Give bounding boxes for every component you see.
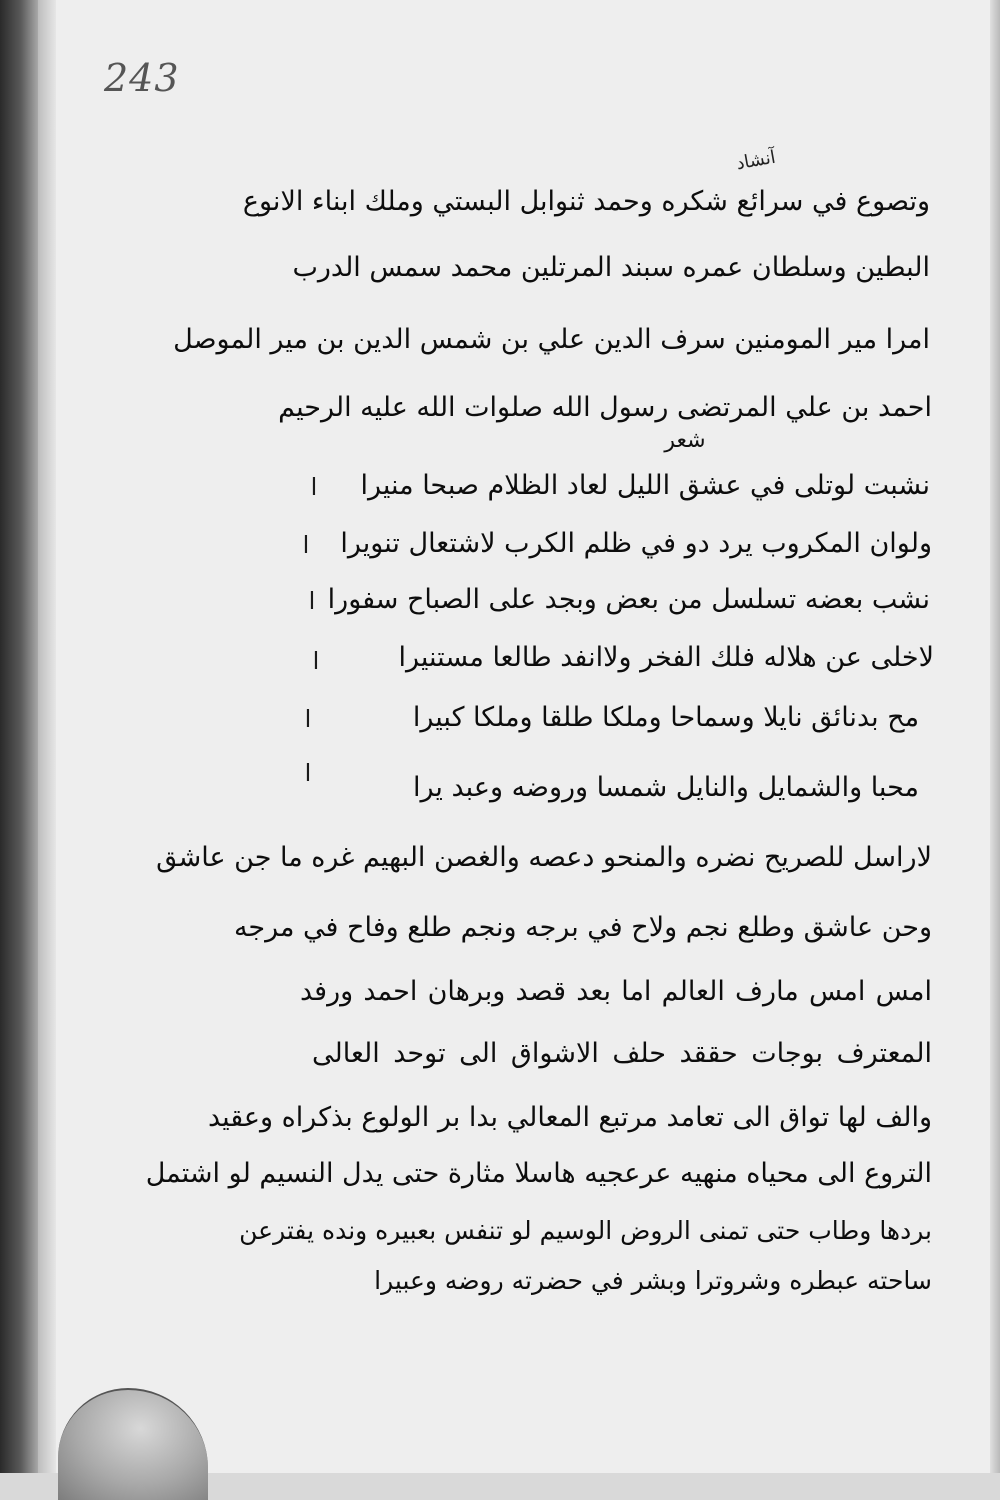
page-right-edge: [990, 0, 1000, 1473]
verse-line-2: ولوان المكروب يرد دو في ظلم الكرب لاشتعال تنويرا: [340, 528, 932, 559]
text-line-12: وحن عاشق وطلع نجم ولاح في برجه ونجم طلع وفاح في مرجه: [233, 912, 932, 943]
verse-line-1: نشبت لوتلى في عشق الليل لعاد الظلام صبحا منيرا: [360, 470, 930, 501]
verse-marker-1: ا: [310, 473, 318, 501]
verse-marker-6: ا: [304, 759, 312, 787]
verse-marker-2: ا: [302, 531, 310, 559]
text-line-4: احمد بن علي المرتضى رسول الله صلوات الله عليه الرحيم: [278, 392, 932, 423]
verse-line-5: مح بدنائق نايلا وسماحا وملكا طلقا وملكا كبيرا: [412, 702, 920, 733]
text-line-17: بردها وطاب حتى تمنى الروض الوسيم لو تنفس بعبيره ونده يفترعن: [239, 1216, 932, 1245]
marginal-gloss: آنشاد: [734, 146, 778, 175]
binding-edge: [38, 0, 56, 1473]
text-line-14: المعترف بوجات حققد حلف الاشواق الى توحد العالى: [312, 1038, 932, 1069]
text-line-18: ساحته عبطره وشروترا وبشر في حضرته روضه وعبيرا: [374, 1266, 932, 1295]
text-line-13: امس امس مارف العالم اما بعد قصد وبرهان احمد ورفد: [300, 976, 932, 1007]
text-line-16: التروع الى محياه منهيه عرعجيه هاسلا مثارة حتى يدل النسيم لو اشتمل: [145, 1158, 932, 1189]
verse-line-6: محبا والشمايل والنايل شمسا وروضه وعبد يرا: [413, 772, 919, 803]
verse-marker-3: ا: [308, 587, 316, 615]
poetry-heading: شعر: [664, 428, 706, 453]
text-line-2: البطين وسلطان عمره سبند المرتلين محمد سمس الدرب: [292, 252, 930, 283]
verse-marker-5: ا: [304, 705, 312, 733]
binding-shadow: [0, 0, 38, 1473]
thumb-shadow: [58, 1388, 208, 1500]
verse-line-4: لاخلى عن هلاله فلك الفخر ولاانفد طالعا مستنيرا: [398, 642, 934, 673]
text-line-3: امرا مير المومنين سرف الدين علي بن شمس الدين بن مير الموصل: [173, 324, 930, 355]
verse-marker-4: ا: [312, 647, 320, 675]
text-line-15: والف لها تواق الى تعامد مرتبع المعالي بدا بر الولوع بذكراه وعقيد: [207, 1102, 932, 1133]
folio-number: 243: [104, 56, 180, 100]
verse-line-3: نشب بعضه تسلسل من بعض وبجد على الصباح سفورا: [327, 584, 930, 615]
text-line-1: وتصوع في سرائع شكره وحمد ثنوابل البستي وملك ابناء الانوع: [242, 186, 930, 217]
text-line-11: لاراسل للصريح نضره والمنحو دعصه والغصن البهيم غره ما جن عاشق: [156, 842, 932, 873]
